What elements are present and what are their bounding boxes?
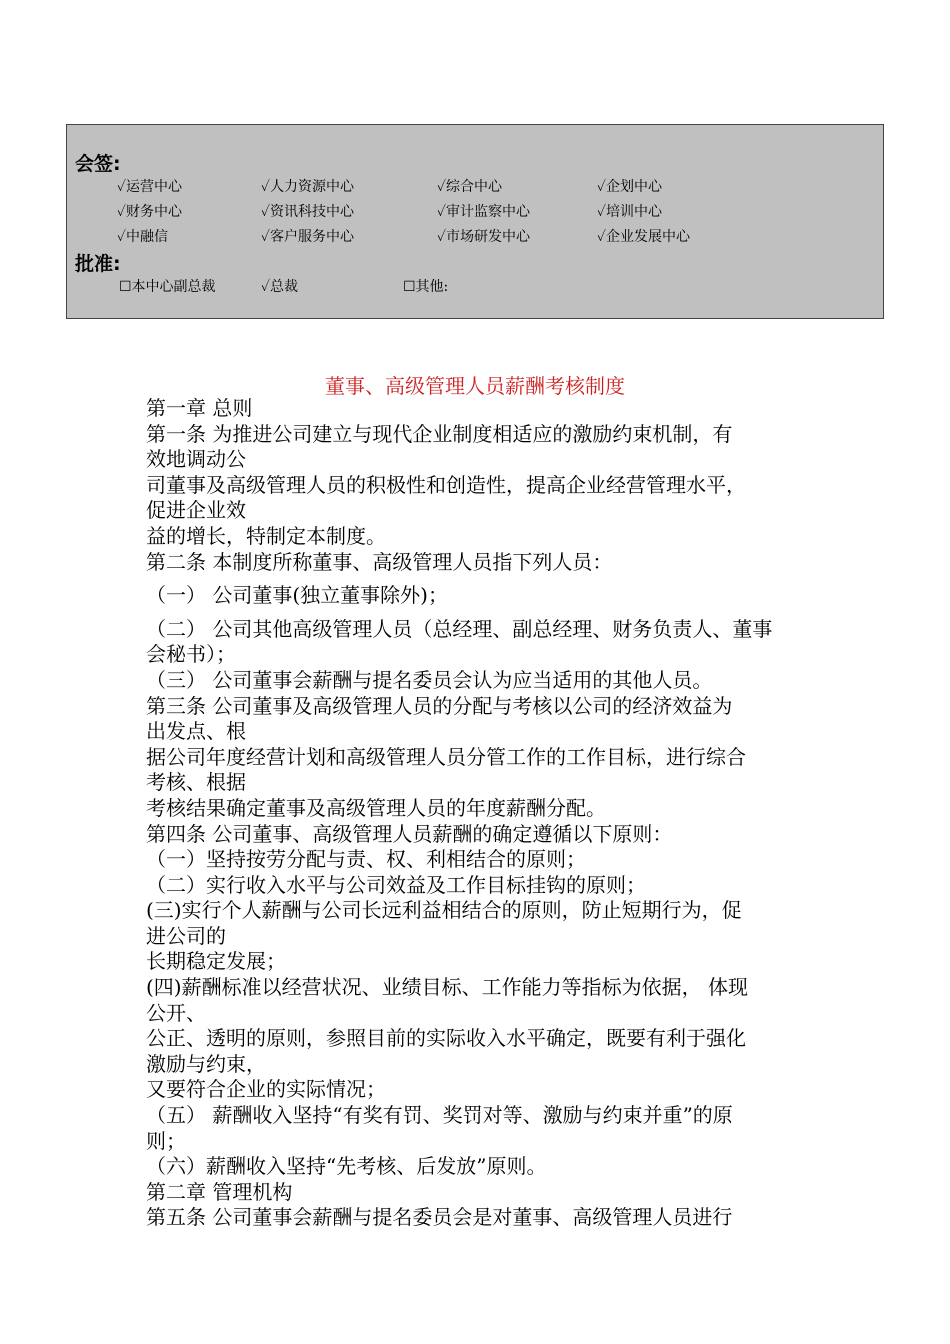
signoff-box xyxy=(66,124,884,319)
checkbox-it-center[interactable]: ✓资讯科技中心 xyxy=(261,204,355,220)
text-line: 司董事及高级管理人员的积极性和创造性，提高企业经营管理水平， xyxy=(146,472,746,497)
text-line: 促进企业效 xyxy=(146,498,246,523)
text-line: 第四条 公司董事、高级管理人员薪酬的确定遵循以下原则： xyxy=(146,821,673,846)
text-line: 又要符合企业的实际情况； xyxy=(146,1077,386,1102)
checkbox-deputy-president[interactable]: ☐本中心副总裁 xyxy=(119,279,216,295)
checkbox-enterprise-dev-center[interactable]: ✓企业发展中心 xyxy=(597,229,691,245)
checkbox-customer-service-center[interactable]: ✓客户服务中心 xyxy=(261,229,355,245)
checkbox-hr-center[interactable]: ✓人力资源中心 xyxy=(261,179,355,195)
document-title: 董事、高级管理人员薪酬考核制度 xyxy=(325,374,625,398)
text-line: （一）坚持按劳分配与责、权、利相结合的原则； xyxy=(146,847,586,872)
text-line: （六）薪酬收入坚持“先考核、后发放”原则。 xyxy=(146,1154,547,1179)
text-line: 第一条 为推进公司建立与现代企业制度相适应的激励约束机制，有 xyxy=(146,421,733,446)
text-line: 公开、 xyxy=(146,1000,206,1025)
text-line: 益的增长，特制定本制度。 xyxy=(146,523,386,548)
text-line: (四)薪酬标准以经营状况、业绩目标、工作能力等指标为依据， 体现 xyxy=(146,975,748,1000)
text-line: （二）实行收入水平与公司效益及工作目标挂钩的原则； xyxy=(146,872,646,897)
text-line: 激励与约束， xyxy=(146,1051,266,1076)
text-line: (三)实行个人薪酬与公司长远利益相结合的原则，防止短期行为，促 xyxy=(146,898,742,923)
text-line: 则； xyxy=(146,1128,186,1153)
text-line: 据公司年度经营计划和高级管理人员分管工作的工作目标，进行综合 xyxy=(146,744,746,769)
text-line: （三） 公司董事会薪酬与提名委员会认为应当适用的其他人员。 xyxy=(146,667,713,692)
checkbox-general-center[interactable]: ✓综合中心 xyxy=(437,179,503,195)
chapter-heading: 第二章 管理机构 xyxy=(146,1179,293,1204)
checkbox-audit-center[interactable]: ✓审计监察中心 xyxy=(437,204,531,220)
text-line: （五） 薪酬收入坚持“有奖有罚、奖罚对等、激励与约束并重”的原 xyxy=(146,1103,733,1128)
text-line: （一） 公司董事(独立董事除外)； xyxy=(146,583,448,608)
document-body xyxy=(146,396,816,1231)
text-line: 效地调动公 xyxy=(146,447,246,472)
text-line: 考核结果确定董事及高级管理人员的年度薪酬分配。 xyxy=(146,795,606,820)
checkbox-training-center[interactable]: ✓培训中心 xyxy=(597,204,663,220)
text-line: （二） 公司其他高级管理人员（总经理、副总经理、财务负责人、董事 xyxy=(146,616,773,641)
checkbox-planning-center[interactable]: ✓企划中心 xyxy=(597,179,663,195)
text-line: 出发点、根 xyxy=(146,719,246,744)
text-line: 考核、根据 xyxy=(146,770,246,795)
countersign-label: 会签: xyxy=(75,153,121,175)
text-line: 公正、透明的原则，参照目前的实际收入水平确定，既要有利于强化 xyxy=(146,1026,746,1051)
checkbox-president[interactable]: ✓总裁 xyxy=(261,279,299,295)
text-line: 第三条 公司董事及高级管理人员的分配与考核以公司的经济效益为 xyxy=(146,693,733,718)
chapter-heading: 第一章 总则 xyxy=(146,396,253,420)
text-line: 第二条 本制度所称董事、高级管理人员指下列人员： xyxy=(146,549,613,574)
checkbox-operations-center[interactable]: ✓运营中心 xyxy=(117,179,183,195)
text-line: 长期稳定发展； xyxy=(146,949,286,974)
checkbox-finance-center[interactable]: ✓财务中心 xyxy=(117,204,183,220)
checkbox-market-rd-center[interactable]: ✓市场研发中心 xyxy=(437,229,531,245)
text-line: 进公司的 xyxy=(146,923,226,948)
text-line: 第五条 公司董事会薪酬与提名委员会是对董事、高级管理人员进行 xyxy=(146,1205,733,1230)
text-line: 会秘书）； xyxy=(146,642,236,667)
approval-label: 批准: xyxy=(75,253,121,275)
checkbox-other[interactable]: ☐其他: xyxy=(403,279,449,295)
checkbox-zhongrongxin[interactable]: ✓中融信 xyxy=(117,229,169,245)
